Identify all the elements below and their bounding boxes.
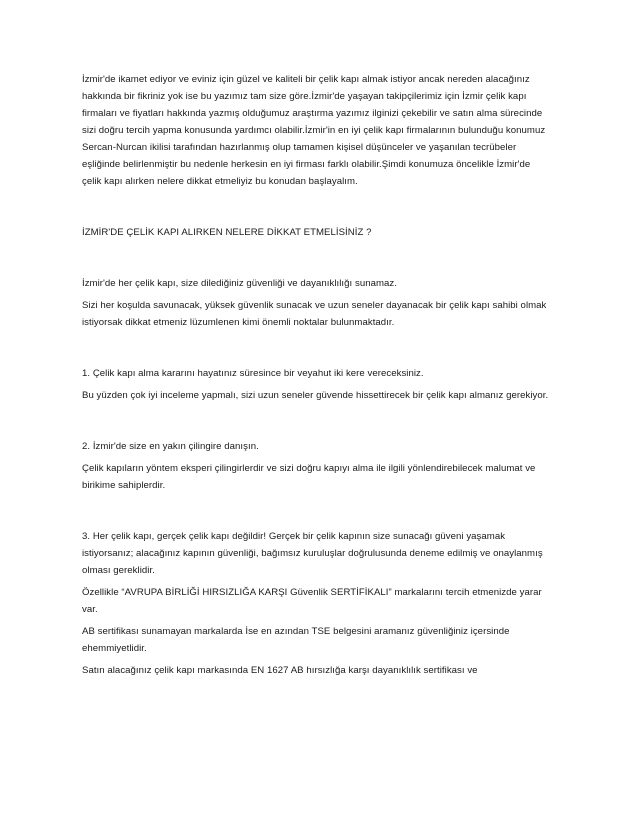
item-3-paragraph-2: AB sertifikası sunamayan markalarda İse en azından TSE belgesini aramanız güvenliğiniz içersinde ehemmiyetlidir.: [82, 626, 510, 654]
spacer: [82, 241, 552, 275]
paragraph-2: Sizi her koşulda savunacak, yüksek güvenlik sunacak ve uzun seneler dayanacak bir çelik kapı sahibi olmak istiyorsak dikkat etmeniz lüzumlenen kimi önemli noktalar bulunmaktadır.: [82, 300, 547, 328]
item-3-paragraph-1: Özellikle “AVRUPA BİRLİĞİ HIRSIZLIĞA KARŞI Güvenlik SERTİFİKALI” markalarını tercih etmenizde yarar var.: [82, 587, 542, 615]
spacer: [82, 404, 552, 438]
section-heading: İZMİR'DE ÇELİK KAPI ALIRKEN NELERE DİKKAT ETMELİSİNİZ ?: [82, 227, 372, 238]
spacer: [82, 331, 552, 365]
document-body: [82, 71, 552, 679]
item-2-body: Çelik kapıların yöntem eksperi çilingirlerdir ve sizi doğru kapıyı alma ile ilgili yönlendirebilecek malumat ve birikime sahiplerdir.: [82, 463, 536, 491]
intro-paragraph: İzmir'de ikamet ediyor ve eviniz için güzel ve kaliteli bir çelik kapı almak istiyor ancak nereden alacağınız hakkında bir fikriniz yok ise bu yazımız tam size göre.İzmir'de yaşayan takipçilerimiz için İzmir çelik kapı firmaları ve fiyatları hakkında yazmış olduğumuz araştırma yazımız ilginizi çekebilir ve satın alma sürecinde sizi doğru tercih yapma konusunda yardımcı olabilir.İzmir'in en iyi çelik kapı firmalarının bulunduğu konumuz Sercan-Nurcan ikilisi tarafından hazırlanmış olup tamamen kişisel düşünceler ve yaşanılan tecrübeler eşliğinde belirlenmiştir bu nedenle herkesin en iyi firması farklı olabilir.Şimdi konumuza öncelikle İzmir'de çelik kapı alırken nelere dikkat etmeliyiz bu konudan başlayalım.: [82, 74, 546, 187]
item-1-title: 1. Çelik kapı alma kararını hayatınız süresince bir veyahut iki kere vereceksiniz.: [82, 368, 424, 379]
spacer: [82, 494, 552, 528]
paragraph-1: İzmir'de her çelik kapı, size dilediğiniz güvenliği ve dayanıklılığı sunamaz.: [82, 278, 397, 289]
item-1-body: Bu yüzden çok iyi inceleme yapmalı, sizi uzun seneler güvende hissettirecek bir çelik kapı almanız gerekiyor.: [82, 390, 549, 401]
item-3-paragraph-3: Satın alacağınız çelik kapı markasında EN 1627 AB hırsızlığa karşı dayanıklılık sertifikası ve: [82, 665, 478, 676]
spacer: [82, 190, 552, 224]
item-2-title: 2. İzmir'de size en yakın çilingire danışın.: [82, 441, 259, 452]
item-3-title: 3. Her çelik kapı, gerçek çelik kapı değildir! Gerçek bir çelik kapının size sunacağı güveni yaşamak istiyorsanız; alacağınız kapının güvenliği, bağımsız kuruluşlar doğrulusunda deneme edilmiş ve onaylanmış olması gereklidir.: [82, 531, 543, 576]
